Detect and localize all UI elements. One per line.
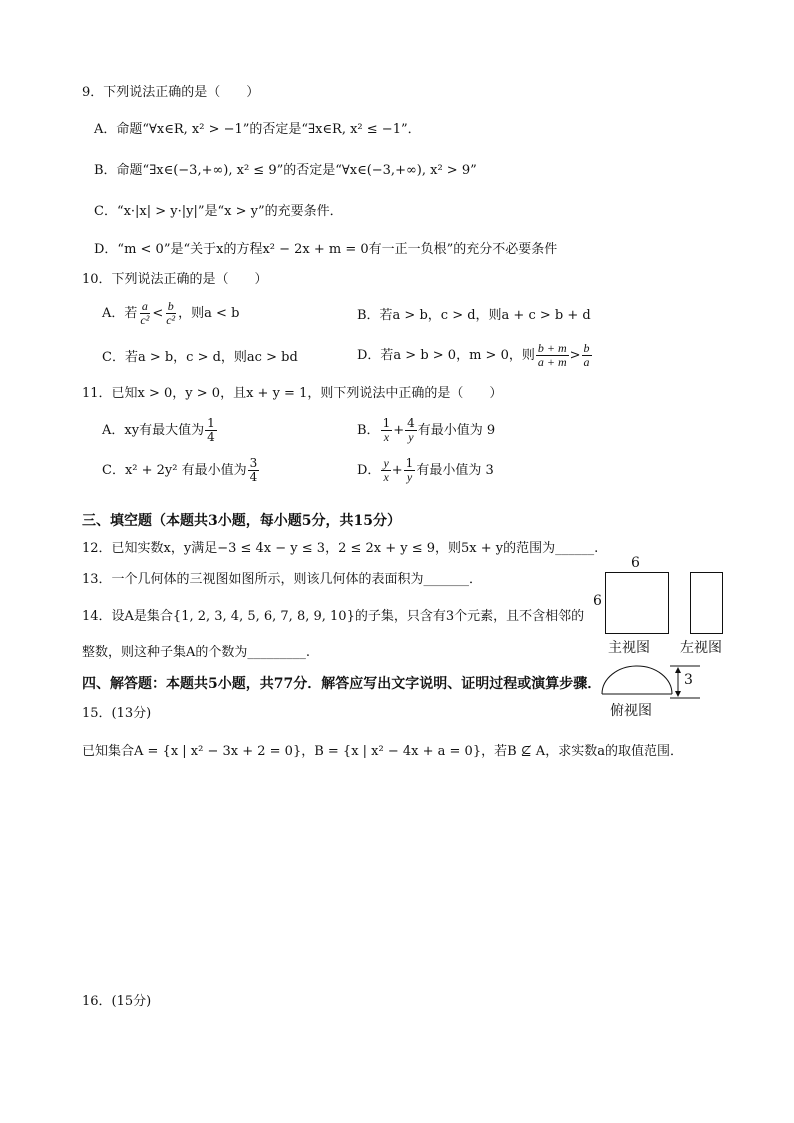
section-3-title: 三、填空题（本题共3小题，每小题5分，共15分） [82,513,401,529]
q11-d-plus: + [391,463,403,478]
q11-d-prefix: D． [357,463,381,478]
q10-d-num1: b + m [537,341,567,355]
q11-option-a [102,416,218,446]
section-4-title: 四、解答题：本题共5小题，共77分．解答应写出文字说明、证明过程或演算步骤． [82,676,602,692]
q10-a-mid: < [152,306,164,321]
plan-view-dim-label: 3 [684,672,693,688]
plan-view-semicircle [602,666,672,694]
q10-a-prefix: A．若 [102,306,138,321]
q11-b-plus: + [393,423,405,438]
q11-b-num2: 4 [407,416,415,430]
plan-view-label: 俯视图 [610,703,652,719]
q16-heading: 16．(15分) [82,994,152,1009]
q10-a-den1: c² [140,313,150,327]
q11-d-frac2 [404,457,416,484]
q10-a-frac1 [138,300,151,327]
q12-text: 12．已知实数x，y满足−3 ≤ 4x − y ≤ 3，2 ≤ 2x + y ≤ 9，则5x + y的范围为______. [82,541,599,556]
q9-option-a: A．命题“∀x∈R, x² > −1”的否定是“∃x∈R, x² ≤ −1”． [94,122,421,137]
q9-stem: 9．下列说法正确的是（ ） [82,85,260,100]
q11-d-frac1 [381,457,390,484]
q10-option-a [102,300,239,328]
q11-b-den2: y [408,430,414,444]
q10-option-c: C．若a > b，c > d，则ac > bd [102,350,298,365]
q10-a-num2: b [167,299,174,313]
q10-d-frac1 [536,342,569,369]
q11-b-suffix: 有最小值为 9 [417,423,496,438]
q10-d-den2: a [583,355,590,369]
q10-stem: 10．下列说法正确的是（ ） [82,272,268,287]
front-view-width-label: 6 [631,555,640,571]
q10-d-den1: a + m [537,355,567,369]
q11-d-num1: y [383,456,389,470]
side-view-label: 左视图 [680,640,722,656]
q9-option-b: B．命题“∃x∈(−3,+∞), x² ≤ 9”的否定是“∀x∈(−3,+∞), x² > 9” [94,163,477,178]
q9-option-c: C．“x·|x| > y·|y|”是“x > y”的充要条件． [94,204,343,219]
q11-c-num: 3 [249,456,258,470]
q11-b-frac2 [405,417,417,444]
q10-d-mid: > [569,348,581,363]
q10-d-num2: b [583,341,590,355]
dimension-arrow-up-icon [675,667,681,673]
q10-a-frac2 [164,300,177,327]
q10-d-frac2 [582,342,592,369]
q11-option-c [102,456,260,486]
q10-d-prefix: D．若a > b > 0，m > 0，则 [357,348,535,363]
q11-b-den1: x [383,430,390,444]
q11-stem: 11．已知x > 0，y > 0，且x + y = 1，则下列说法中正确的是（ ） [82,386,503,401]
q10-option-d [357,341,593,371]
q11-b-prefix: B． [357,423,380,438]
q10-a-num1: a [141,299,148,313]
q10-a-suffix: ，则a < b [178,306,240,321]
q10-a-den2: c² [166,313,176,327]
q11-a-prefix: A．xy有最大值为 [102,423,205,438]
front-view-label: 主视图 [608,640,650,656]
q11-a-frac [205,417,217,444]
q11-option-d [357,456,494,486]
q14-text-line2: 整数，则这种子集A的个数为_________. [82,645,311,660]
q11-c-den: 4 [249,470,258,484]
side-view-box [690,572,723,634]
q14-text-line1: 14．设A是集合{1, 2, 3, 4, 5, 6, 7, 8, 9, 10}的子集，只含有3个元素，且不含相邻的 [82,609,585,624]
q15-body: 已知集合A = {x | x² − 3x + 2 = 0}，B = {x | x² − 4x + a = 0}，若B ⊈ A，求实数a的取值范围． [82,744,683,759]
q11-d-den1: x [383,470,389,484]
q13-text: 13．一个几何体的三视图如图所示，则该几何体的表面积为_______． [82,572,483,587]
q11-a-den: 4 [207,430,215,444]
front-view-box [605,572,669,634]
q11-d-num2: 1 [405,456,414,470]
q11-c-prefix: C．x² + 2y² 有最小值为 [102,463,247,478]
q11-a-num: 1 [207,416,215,430]
q11-c-frac [248,457,260,484]
q11-d-suffix: 有最小值为 3 [416,463,494,478]
q11-b-frac1 [381,417,393,444]
q11-d-den2: y [406,470,413,484]
front-view-height-label: 6 [593,593,602,609]
q10-option-b: B．若a > b，c > d，则a + c > b + d [357,308,591,323]
q9-option-d: D．“m < 0”是“关于x的方程x² − 2x + m = 0有一正一负根”的充分不必要条件 [94,242,558,257]
q11-option-b [357,416,495,446]
q11-b-num1: 1 [382,416,391,430]
dimension-arrow-down-icon [675,691,681,697]
q15-heading: 15．(13分) [82,706,152,721]
